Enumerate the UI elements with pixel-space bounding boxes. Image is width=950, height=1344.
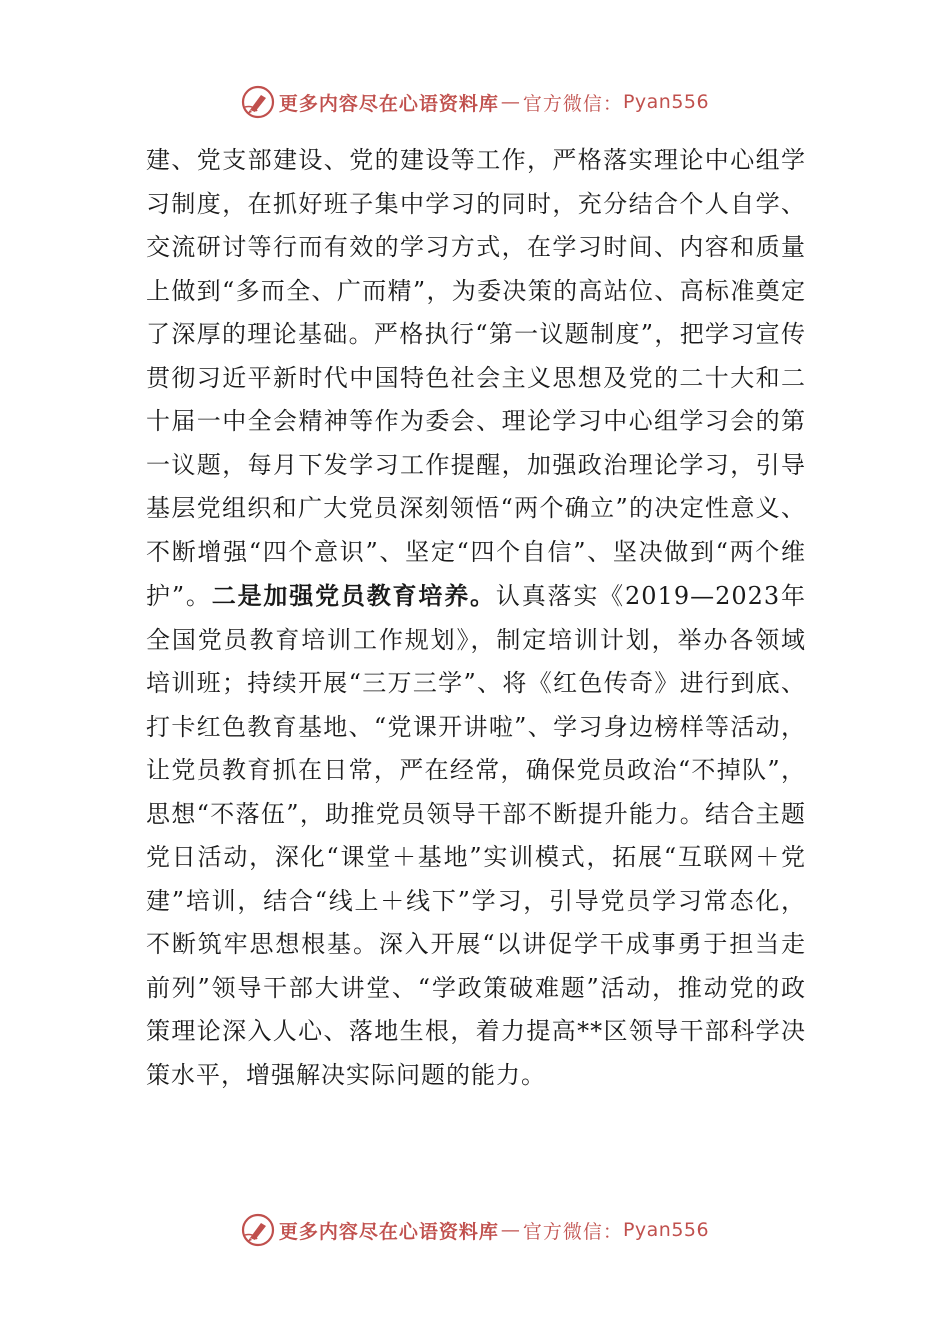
- account-id: Pyan556: [622, 91, 710, 113]
- body-paragraph: [146, 139, 806, 1097]
- banner-separator: —: [500, 91, 521, 113]
- section-heading-inline: 二是加强党员教育培养。: [211, 581, 496, 610]
- account-label: 官方微信：: [522, 1220, 623, 1243]
- library-name: 更多内容尽在心语资料库: [278, 1220, 499, 1243]
- paragraph-text-part-2: 认真落实《2019—2023年全国党员教育培训工作规划》，制定培训计划，举办各领域培训班；持续开展“三万三学”、将《红色传奇》进行到底、打卡红色教育基地、“党课开讲啦”、学习身边榜样等活动，让党员教育抓在日常，严在经常，确保党员政治“不掉队”，思想“不落伍”，助推党员领导干部不断提升能力。结合主题党日活动，深化“课堂＋基地”实训模式，拓展“互联网＋党建”培训，结合“线上＋线下”学习，引导党员学习常态化，不断筑牢思想根基。深入开展“以讲促学干成事勇于担当走前列”领导干部大讲堂、“学政策破难题”活动，推动党的政策理论深入人心、落地生根，着力提高**区领导干部科学决策水平，增强解决实际问题的能力。: [146, 582, 806, 1089]
- pen-nib-logo-icon: [241, 1213, 275, 1247]
- banner-separator: —: [500, 1219, 521, 1241]
- library-name: 更多内容尽在心语资料库: [278, 92, 499, 115]
- pen-nib-logo-icon: [241, 85, 275, 119]
- account-label: 官方微信：: [522, 92, 623, 115]
- footer-watermark-banner: [0, 1210, 950, 1250]
- paragraph-text-part-1: 建、党支部建设、党的建设等工作，严格落实理论中心组学习制度，在抓好班子集中学习的同时，充分结合个人自学、交流研讨等行而有效的学习方式，在学习时间、内容和质量上做到“多而全、广而精”，为委决策的高站位、高标准奠定了深厚的理论基础。严格执行“第一议题制度”，把学习宣传贯彻习近平新时代中国特色社会主义思想及党的二十大和二十届一中全会精神等作为委会、理论学习中心组学习会的第一议题，每月下发学习工作提醒，加强政治理论学习，引导基层党组织和广大党员深刻领悟“两个确立”的决定性意义、不断增强“四个意识”、坚定“四个自信”、坚决做到“两个维护”。: [146, 146, 806, 610]
- account-id: Pyan556: [622, 1219, 710, 1241]
- header-watermark-banner: [0, 82, 950, 122]
